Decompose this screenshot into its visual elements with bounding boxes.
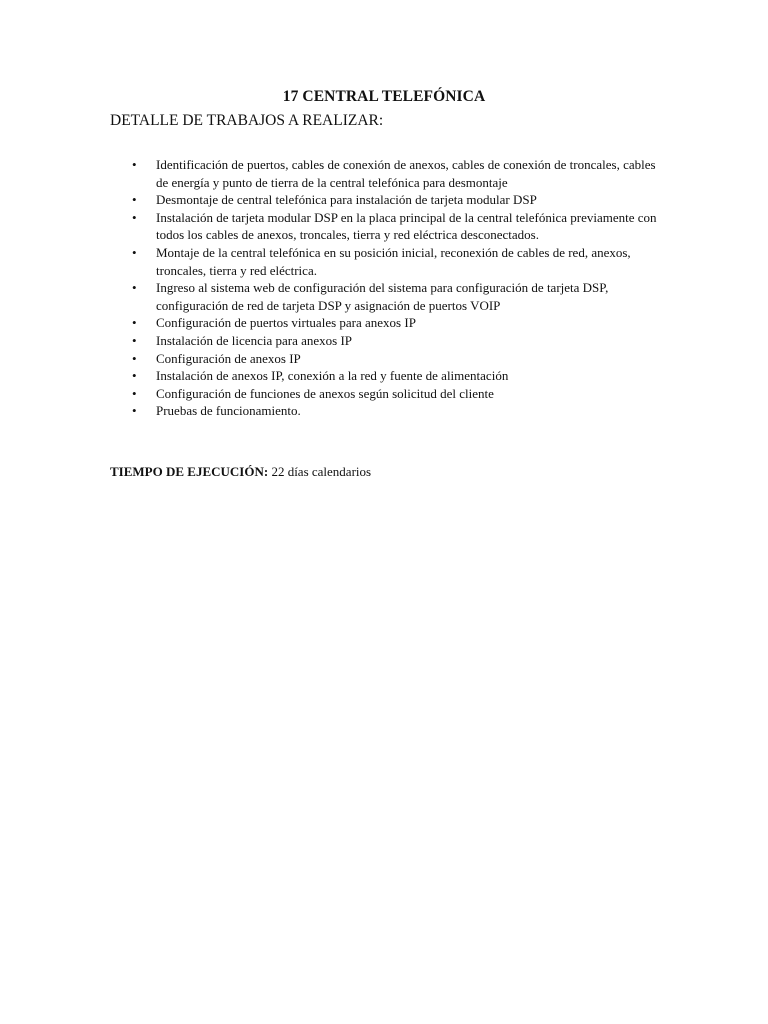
- task-text: Identificación de puertos, cables de conexión de anexos, cables de conexión de troncales, cables de energía y punto de tierra de la central telefónica para desmontaje: [156, 157, 656, 190]
- task-text: Instalación de licencia para anexos IP: [156, 332, 352, 348]
- task-text: Pruebas de funcionamiento.: [156, 403, 301, 419]
- execution-time-value: 22 días calendarios: [271, 464, 372, 479]
- list-item: [110, 156, 670, 191]
- bullet-icon: •: [132, 385, 137, 401]
- task-text: Desmontaje de central telefónica para instalación de tarjeta modular DSP: [156, 192, 537, 208]
- list-item: [110, 279, 670, 314]
- task-text: Configuración de anexos IP: [156, 350, 301, 366]
- task-text: Instalación de tarjeta modular DSP en la placa principal de la central telefónica previamente con todos los cables de anexos, troncales, tierra y red eléctrica desconectados.: [156, 209, 657, 243]
- bullet-icon: •: [132, 350, 137, 366]
- list-item: [110, 314, 670, 332]
- list-item: [110, 402, 670, 420]
- list-item: [110, 209, 670, 244]
- bullet-icon: •: [132, 157, 137, 172]
- task-text: Configuración de puertos virtuales para anexos IP: [156, 315, 416, 331]
- execution-time: [110, 464, 371, 480]
- task-text: Configuración de funciones de anexos según solicitud del cliente: [156, 385, 494, 401]
- list-item: [110, 244, 670, 279]
- list-item: [110, 385, 670, 403]
- task-text: Montaje de la central telefónica en su posición inicial, reconexión de cables de red, anexos, troncales, tierra y red eléctrica.: [156, 244, 631, 278]
- document-title: 17 CENTRAL TELEFÓNICA: [282, 88, 486, 105]
- bullet-icon: •: [132, 192, 137, 208]
- task-text: Ingreso al sistema web de configuración del sistema para configuración de tarjeta DSP, configuración de red de tarjeta DSP y asignación de puertos VOIP: [156, 280, 609, 313]
- bullet-icon: •: [132, 403, 137, 419]
- task-list: [110, 156, 670, 420]
- execution-time-label: TIEMPO DE EJECUCIÓN:: [110, 464, 269, 479]
- task-text: Instalación de anexos IP, conexión a la red y fuente de alimentación: [156, 368, 509, 384]
- bullet-icon: •: [132, 368, 137, 384]
- list-item: [110, 350, 670, 368]
- list-item: [110, 191, 670, 209]
- bullet-icon: •: [132, 332, 137, 348]
- bullet-icon: •: [132, 209, 137, 225]
- list-item: [110, 367, 670, 385]
- bullet-icon: •: [132, 244, 137, 260]
- section-heading: DETALLE DE TRABAJOS A REALIZAR:: [110, 112, 384, 129]
- bullet-icon: •: [132, 315, 137, 331]
- list-item: [110, 332, 670, 350]
- bullet-icon: •: [132, 280, 137, 296]
